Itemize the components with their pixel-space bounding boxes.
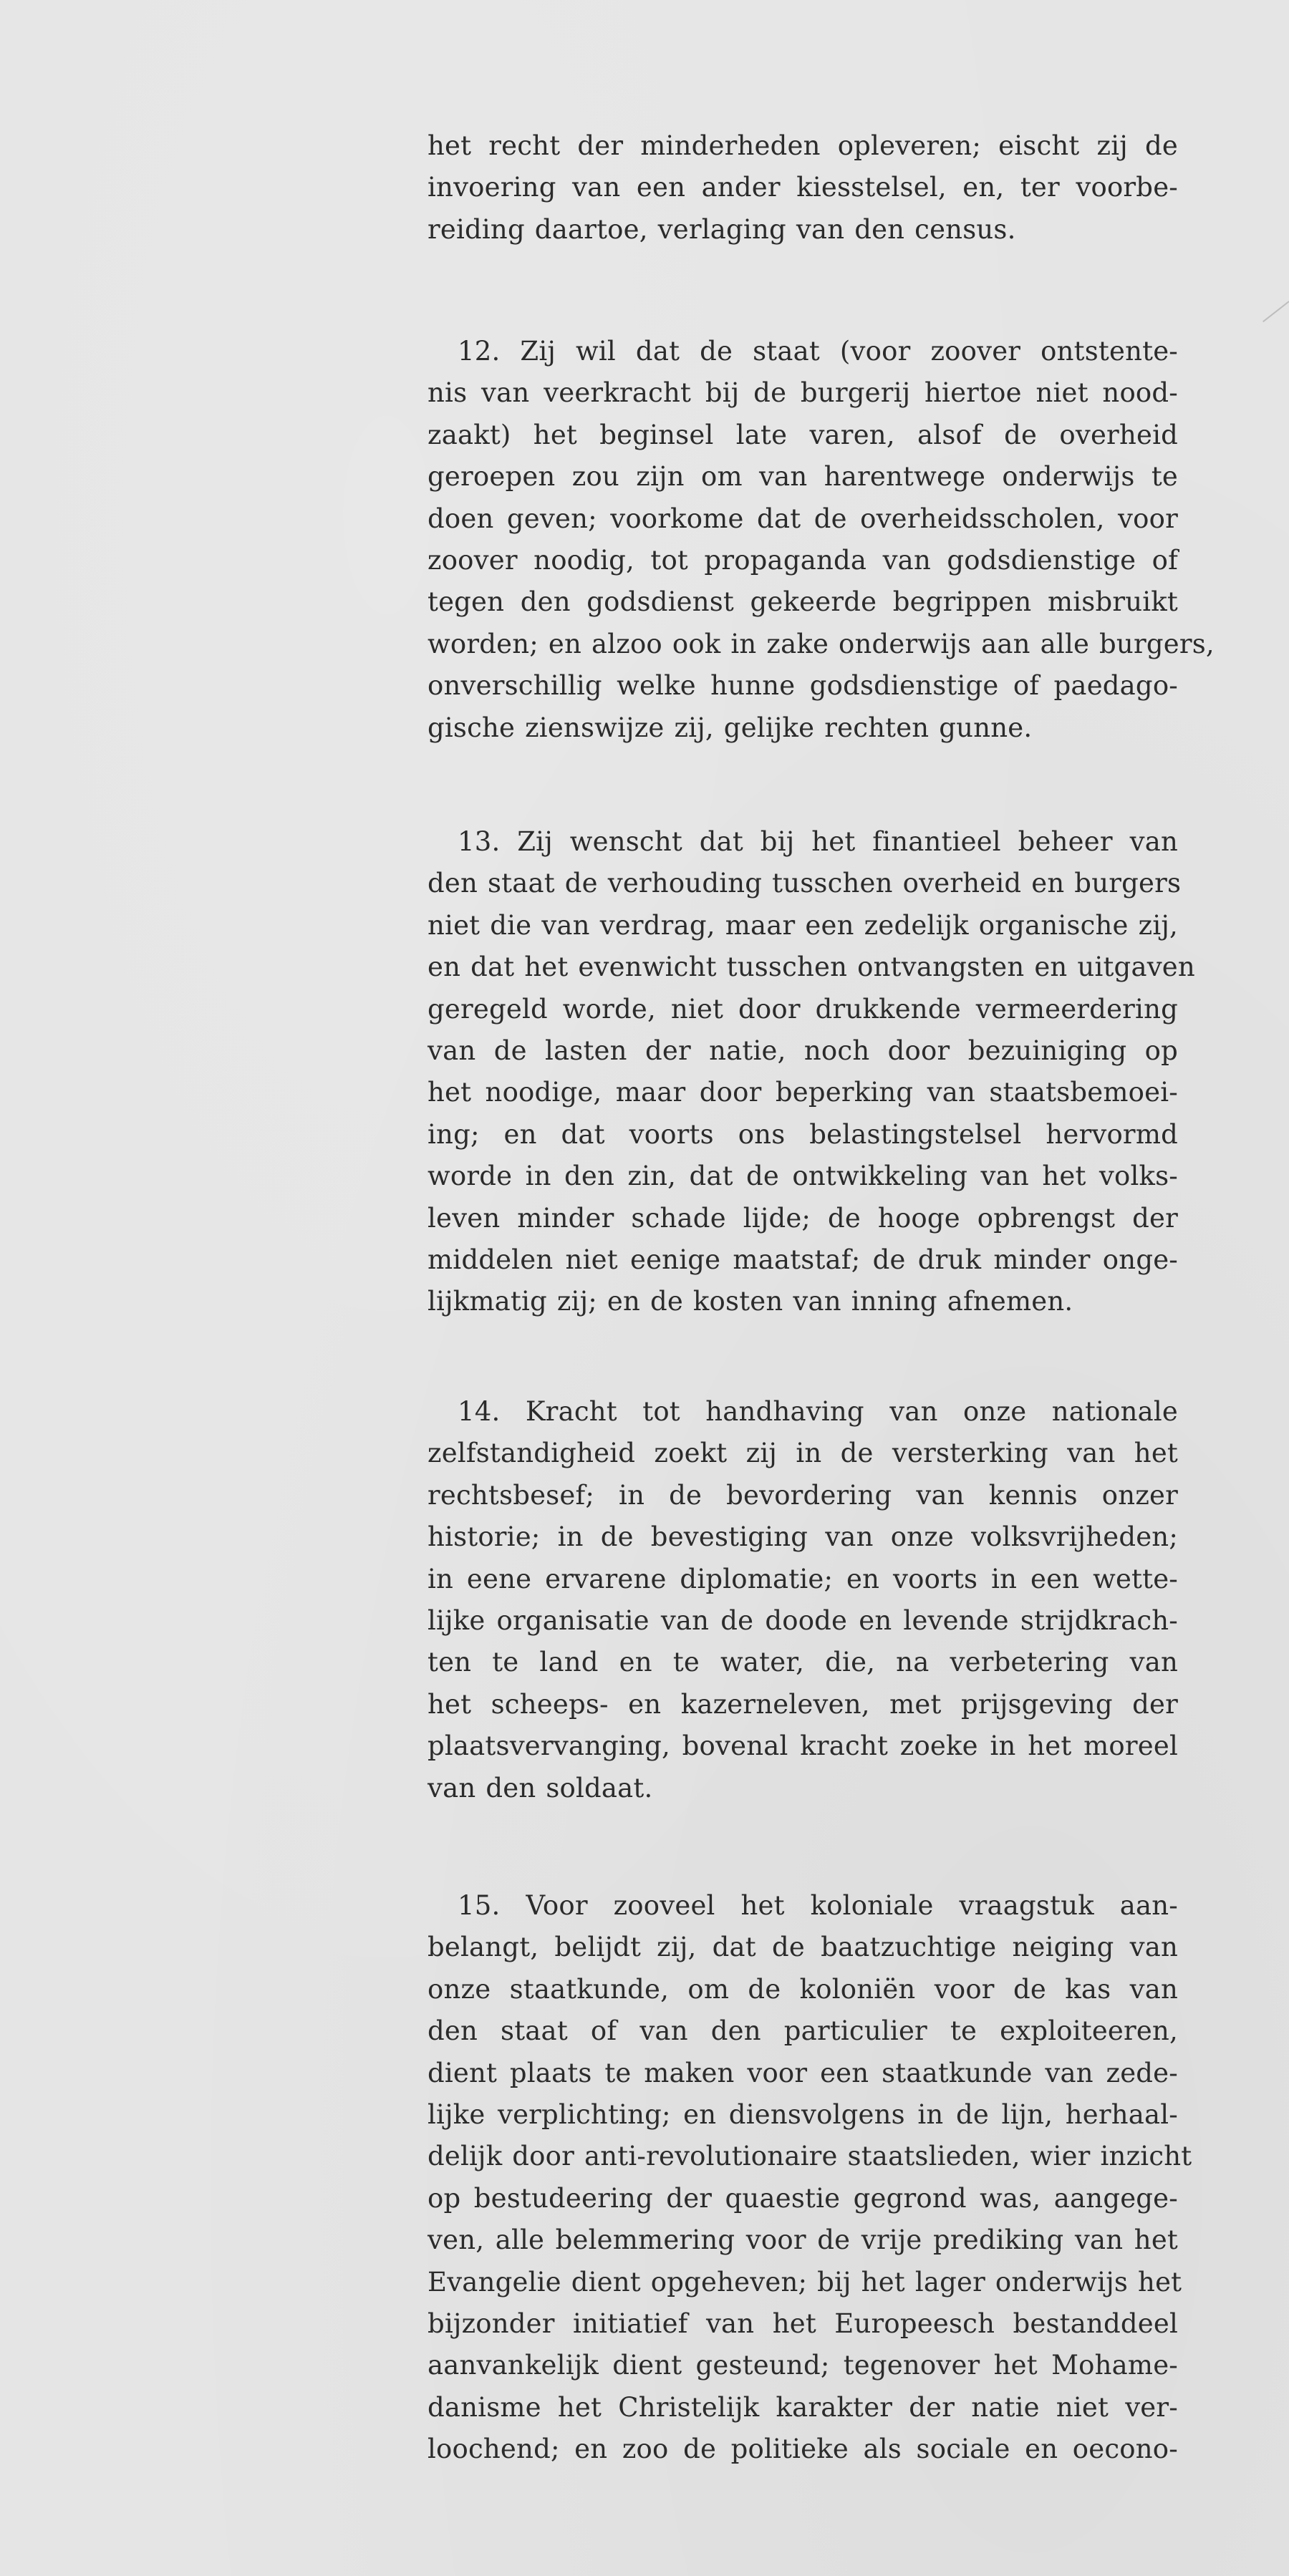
text-line: historie; in de bevestiging van onze volksvrijheden; [428,1521,1178,1553]
text-line: leven minder schade lijde; de hooge opbrengst der [428,1202,1178,1234]
text-line: niet die van verdrag, maar een zedelijk organische zij, [428,909,1178,941]
continuation-paragraph [428,125,1178,251]
text-line: 12. Zij wil dat de staat (voor zoover ontstente- [458,336,1178,367]
text-line: tegen den godsdienst gekeerde begrippen misbruikt [428,586,1178,618]
text-line: geregeld worde, niet door drukkende vermeerdering [428,993,1178,1025]
text-line: het noodige, maar door beperking van staatsbemoei- [428,1077,1178,1108]
text-line: het recht der minderheden opleveren; eischt zij de [428,130,1178,161]
text-line: invoering van een ander kiesstelsel, en, ter voorbe- [428,172,1178,203]
text-line: reiding daartoe, verlaging van den census. [428,213,1016,245]
text-line: het scheeps- en kazerneleven, met prijsgeving der [428,1688,1178,1720]
text-line: loochend; en zoo de politieke als sociale en oecono- [428,2434,1178,2465]
text-line: lijke verplichting; en diensvolgens in de lijn, herhaal- [428,2098,1178,2130]
text-line: 13. Zij wenscht dat bij het finantieel beheer van [458,826,1178,857]
text-line: lijke organisatie van de doode en levende strijdkrach- [428,1604,1178,1636]
article-13-paragraph [428,821,1195,1323]
text-line: onze staatkunde, om de koloniën voor de kas van [428,1973,1178,2005]
text-line: ten te land en te water, die, na verbetering van [428,1647,1178,1678]
article-15-paragraph [428,1885,1192,2470]
text-line: onverschillig welke hunne godsdienstige of paedago- [428,670,1178,702]
text-line: zelfstandigheid zoekt zij in de versterking van het [428,1438,1178,1469]
text-line: worden; en alzoo ook in zake onderwijs aan alle burgers, [428,628,1215,659]
text-line: geroepen zou zijn om van harentwege onderwijs te [428,461,1178,493]
text-line: bijzonder initiatief van het Europeesch bestanddeel [428,2308,1178,2339]
text-line: delijk door anti-revolutionaire staatslieden, wier inzicht [428,2141,1192,2172]
text-line: en dat het evenwicht tusschen ontvangsten en uitgaven [428,952,1195,983]
text-line: aanvankelijk dient gesteund; tegenover het Mohame- [428,2350,1178,2381]
text-line: zaakt) het beginsel late varen, alsof de overheid [428,419,1178,450]
article-14-paragraph [428,1391,1178,1809]
text-line: van de lasten der natie, noch door bezuiniging op [428,1035,1178,1066]
text-line: worde in den zin, dat de ontwikkeling van het volks- [428,1161,1178,1192]
text-line: in eene ervarene diplomatie; en voorts in een wette- [428,1563,1178,1594]
text-line: ing; en dat voorts ons belastingstelsel hervormd [428,1118,1178,1150]
text-line: van den soldaat. [428,1772,653,1803]
text-line: belangt, belijdt zij, dat de baatzuchtige neiging van [428,1932,1178,1963]
text-line: doen geven; voorkome dat de overheidsscholen, voor [428,503,1178,534]
text-line: zoover noodig, tot propaganda van godsdienstige of [428,544,1178,576]
article-12-paragraph [428,331,1215,749]
text-line: den staat of van den particulier te exploiteeren, [428,2015,1178,2047]
text-line: op bestudeering der quaestie gegrond was, aangege- [428,2182,1178,2214]
text-line: den staat de verhouding tusschen overheid en burgers [428,868,1182,899]
text-line: 14. Kracht tot handhaving van onze nationale [458,1396,1178,1427]
text-line: Evangelie dient opgeheven; bij het lager onderwijs het [428,2266,1182,2297]
text-line: lijkmatig zij; en de kosten van inning afnemen. [428,1286,1073,1317]
text-line: ven, alle belemmering voor de vrije prediking van het [428,2224,1178,2256]
text-line: dient plaats te maken voor een staatkunde van zede- [428,2057,1178,2088]
text-line: 15. Voor zooveel het koloniale vraagstuk aan- [458,1890,1178,1921]
text-line: middelen niet eenige maatstaf; de druk minder onge- [428,1244,1178,1275]
text-line: gische zienswijze zij, gelijke rechten gunne. [428,712,1033,743]
text-line: danisme het Christelijk karakter der natie niet ver- [428,2391,1178,2423]
text-line: plaatsvervanging, bovenal kracht zoeke in het moreel [428,1730,1178,1762]
text-line: rechtsbesef; in de bevordering van kennis onzer [428,1479,1178,1511]
text-line: nis van veerkracht bij de burgerij hiertoe niet nood- [428,377,1178,409]
